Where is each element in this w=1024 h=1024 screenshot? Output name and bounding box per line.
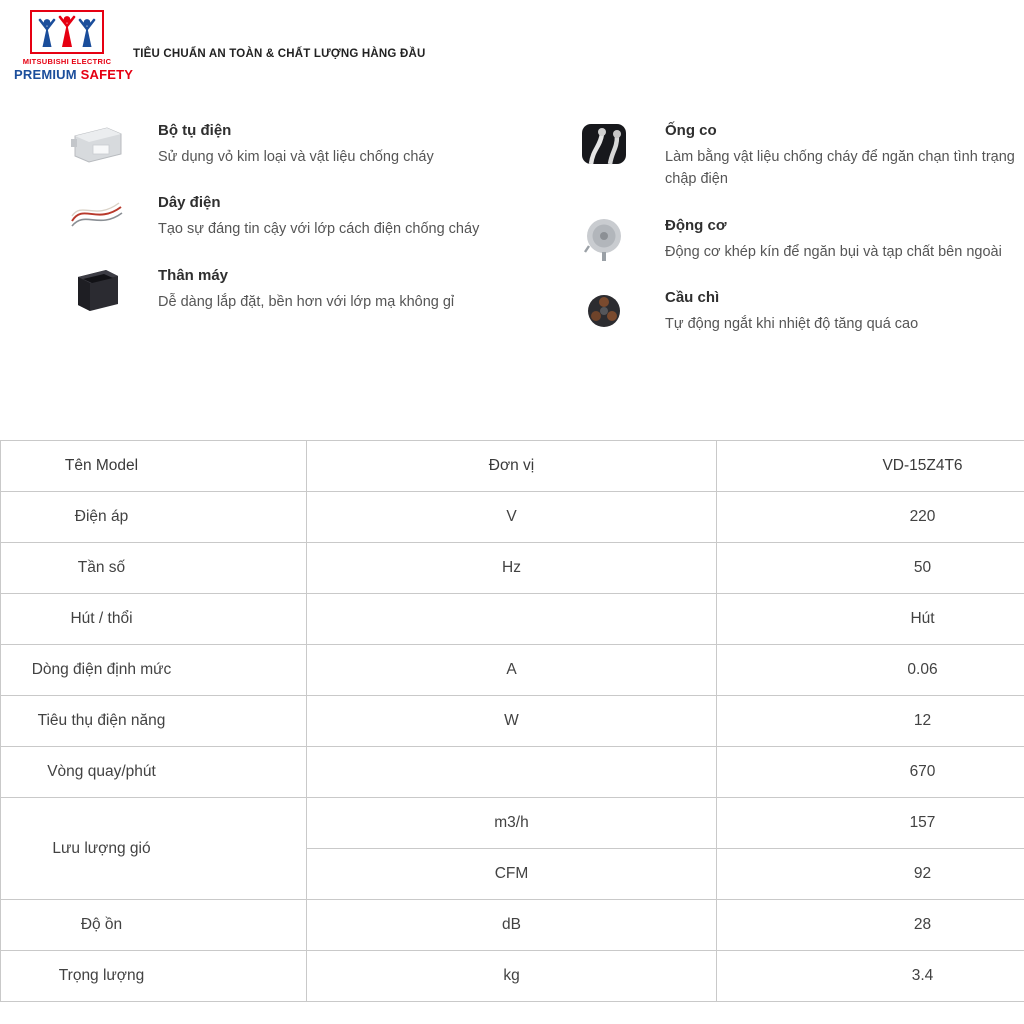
logo-brand-text: MITSUBISHI ELECTRIC [22,57,112,66]
mitsubishi-premium-safety-logo [14,10,134,82]
feature-title: Bộ tụ điện [158,122,232,139]
table-row: Dòng điện định mức A 0.06 [1,645,1024,696]
feature-column-left [0,120,575,360]
feature-description: Làm bằng vật liệu chống cháy để ngăn chạn tình trạng chập điện [665,149,1015,188]
feature-description: Tự động ngắt khi nhiệt độ tăng quá cao [665,316,919,333]
feature-title: Động cơ [665,216,727,234]
feature-description: Động cơ khép kín để ngăn bụi và tạp chất bên ngoài [665,243,1002,260]
feature-wire [68,192,575,240]
logo-premium-word: PREMIUM [14,67,77,82]
header-model: Tên Model [1,441,307,492]
feature-description: Tạo sự đáng tin cậy với lớp cách điện chống cháy [158,221,480,238]
body-icon [68,265,126,315]
table-row: Tần số Hz 50 [1,543,1024,594]
fuse-icon [575,287,633,335]
feature-column-right [575,120,1024,360]
duct-icon [575,120,633,168]
page-title: TIÊU CHUẨN AN TOÀN & CHẤT LƯỢNG HÀNG ĐẦU [133,48,426,60]
feature-description: Sử dụng vỏ kim loại và vật liệu chống cháy [158,149,434,165]
feature-motor [575,215,1024,263]
spec-table [0,440,1024,1002]
feature-duct [575,120,1024,191]
table-row: Trọng lượng kg 3.4 [1,951,1024,1002]
airflow-label-cell: Lưu lượng gió [1,798,307,900]
table-row: Hút / thổi Hút [1,594,1024,645]
feature-body [68,265,575,315]
logo-premium-safety-text [14,67,134,82]
feature-title: Thân máy [158,266,229,284]
feature-title: Cầu chì [665,289,720,307]
wire-icon [68,192,126,240]
feature-title: Dây điện [158,194,221,212]
feature-capacitor [68,120,575,168]
table-row: CFM 92 [1,849,1024,900]
logo-safety-word: SAFETY [80,67,134,82]
logo-figures-box [30,10,104,54]
capacitor-icon [68,120,126,168]
header-model-code: VD-15Z4T6 [717,441,1024,492]
table-row: Độ ồn dB 28 [1,900,1024,951]
table-row: Vòng quay/phút 670 [1,747,1024,798]
feature-title: Ống co [665,122,717,139]
feature-description: Dễ dàng lắp đặt, bền hơn với lớp mạ không gỉ [158,293,455,310]
feature-list [0,120,1024,360]
header-unit: Đơn vị [307,441,717,492]
table-row: Điện áp V 220 [1,492,1024,543]
safety-figures-icon [36,14,98,50]
table-header-row [1,441,1024,492]
motor-icon [575,215,633,263]
table-row: Lưu lượng gió m3/h 157 [1,798,1024,849]
table-row: Tiêu thụ điện năng W 12 [1,696,1024,747]
feature-fuse [575,287,1024,335]
